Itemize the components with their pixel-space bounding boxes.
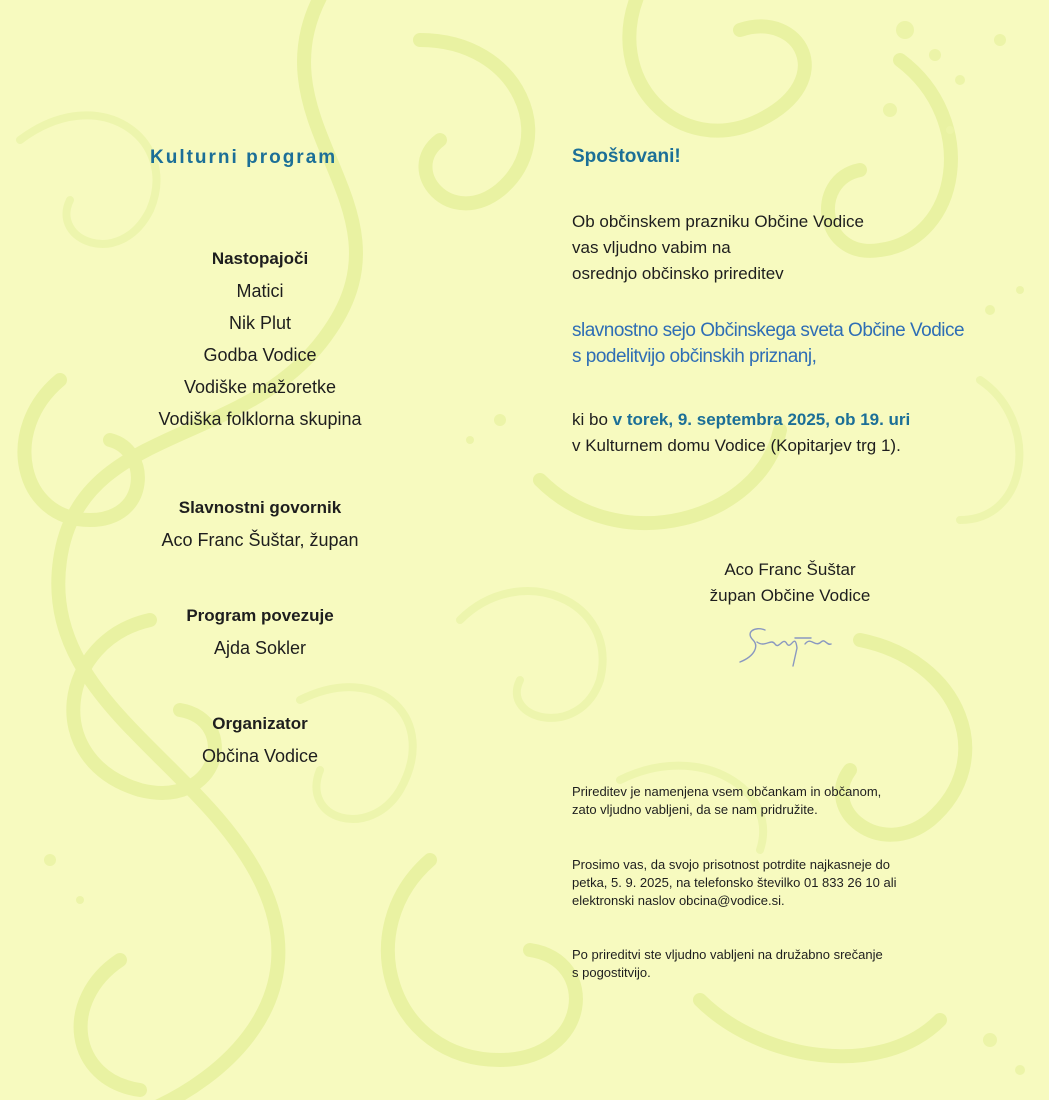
performer-item: Nik Plut — [228, 313, 291, 333]
speaker-heading: Slavnostni govornik — [178, 498, 342, 517]
note-welcome — [572, 783, 992, 819]
event-details — [572, 407, 910, 459]
note-line: Prireditev je namenjena vsem občankam in občanom, — [572, 784, 882, 799]
event-date-prefix: ki bo — [572, 410, 613, 429]
organizer-heading: Organizator — [212, 714, 308, 733]
organizer-name: Občina Vodice — [201, 746, 319, 766]
performer-item: Vodiške mažoretke — [183, 377, 337, 397]
host-name: Ajda Sokler — [213, 638, 307, 658]
speaker-name: Aco Franc Šuštar, župan — [161, 530, 359, 550]
intro-line: Ob občinskem prazniku Občine Vodice — [572, 212, 864, 231]
organizer-section — [140, 708, 380, 772]
note-line: petka, 5. 9. 2025, na telefonsko številko 01 833 26 10 ali — [572, 875, 897, 890]
performer-item: Godba Vodice — [203, 345, 317, 365]
note-line: Po prireditvi ste vljudno vabljeni na družabno srečanje — [572, 947, 883, 962]
intro-text — [572, 209, 864, 287]
greeting: Spoštovani! — [572, 146, 681, 167]
note-line: s pogostitvijo. — [572, 965, 651, 980]
performer-item: Matici — [236, 281, 284, 301]
note-line: Prosimo vas, da svojo prisotnost potrdite najkasneje do — [572, 857, 890, 872]
event-date-line — [572, 407, 910, 433]
event-date: v torek, 9. septembra 2025, ob 19. uri — [612, 410, 911, 429]
host-heading: Program povezuje — [186, 606, 334, 625]
note-line: zato vljudno vabljeni, da se nam pridružite. — [572, 802, 818, 817]
performers-heading: Nastopajoči — [211, 249, 309, 268]
cultural-program-title: Kulturni program — [150, 147, 338, 168]
host-section — [140, 600, 380, 664]
note-reception — [572, 946, 992, 982]
session-line: slavnostno sejo Občinskega sveta Občine Vodice — [572, 320, 965, 341]
signature-image — [735, 618, 835, 668]
intro-line: osrednjo občinsko prireditev — [572, 264, 784, 283]
note-line: elektronski naslov obcina@vodice.si. — [572, 893, 785, 908]
intro-line: vas vljudno vabim na — [572, 238, 731, 257]
performer-item: Vodiška folklorna skupina — [158, 409, 362, 429]
signer-title: župan Občine Vodice — [709, 586, 871, 605]
session-text — [572, 318, 964, 370]
signer-block — [640, 557, 940, 609]
session-line: s podelitvijo občinskih priznanj, — [572, 346, 817, 367]
performers-section — [140, 243, 380, 435]
signer-name: Aco Franc Šuštar — [724, 560, 856, 579]
speaker-section — [140, 492, 380, 556]
note-rsvp — [572, 856, 992, 910]
event-location: v Kulturnem domu Vodice (Kopitarjev trg 1). — [572, 436, 901, 455]
